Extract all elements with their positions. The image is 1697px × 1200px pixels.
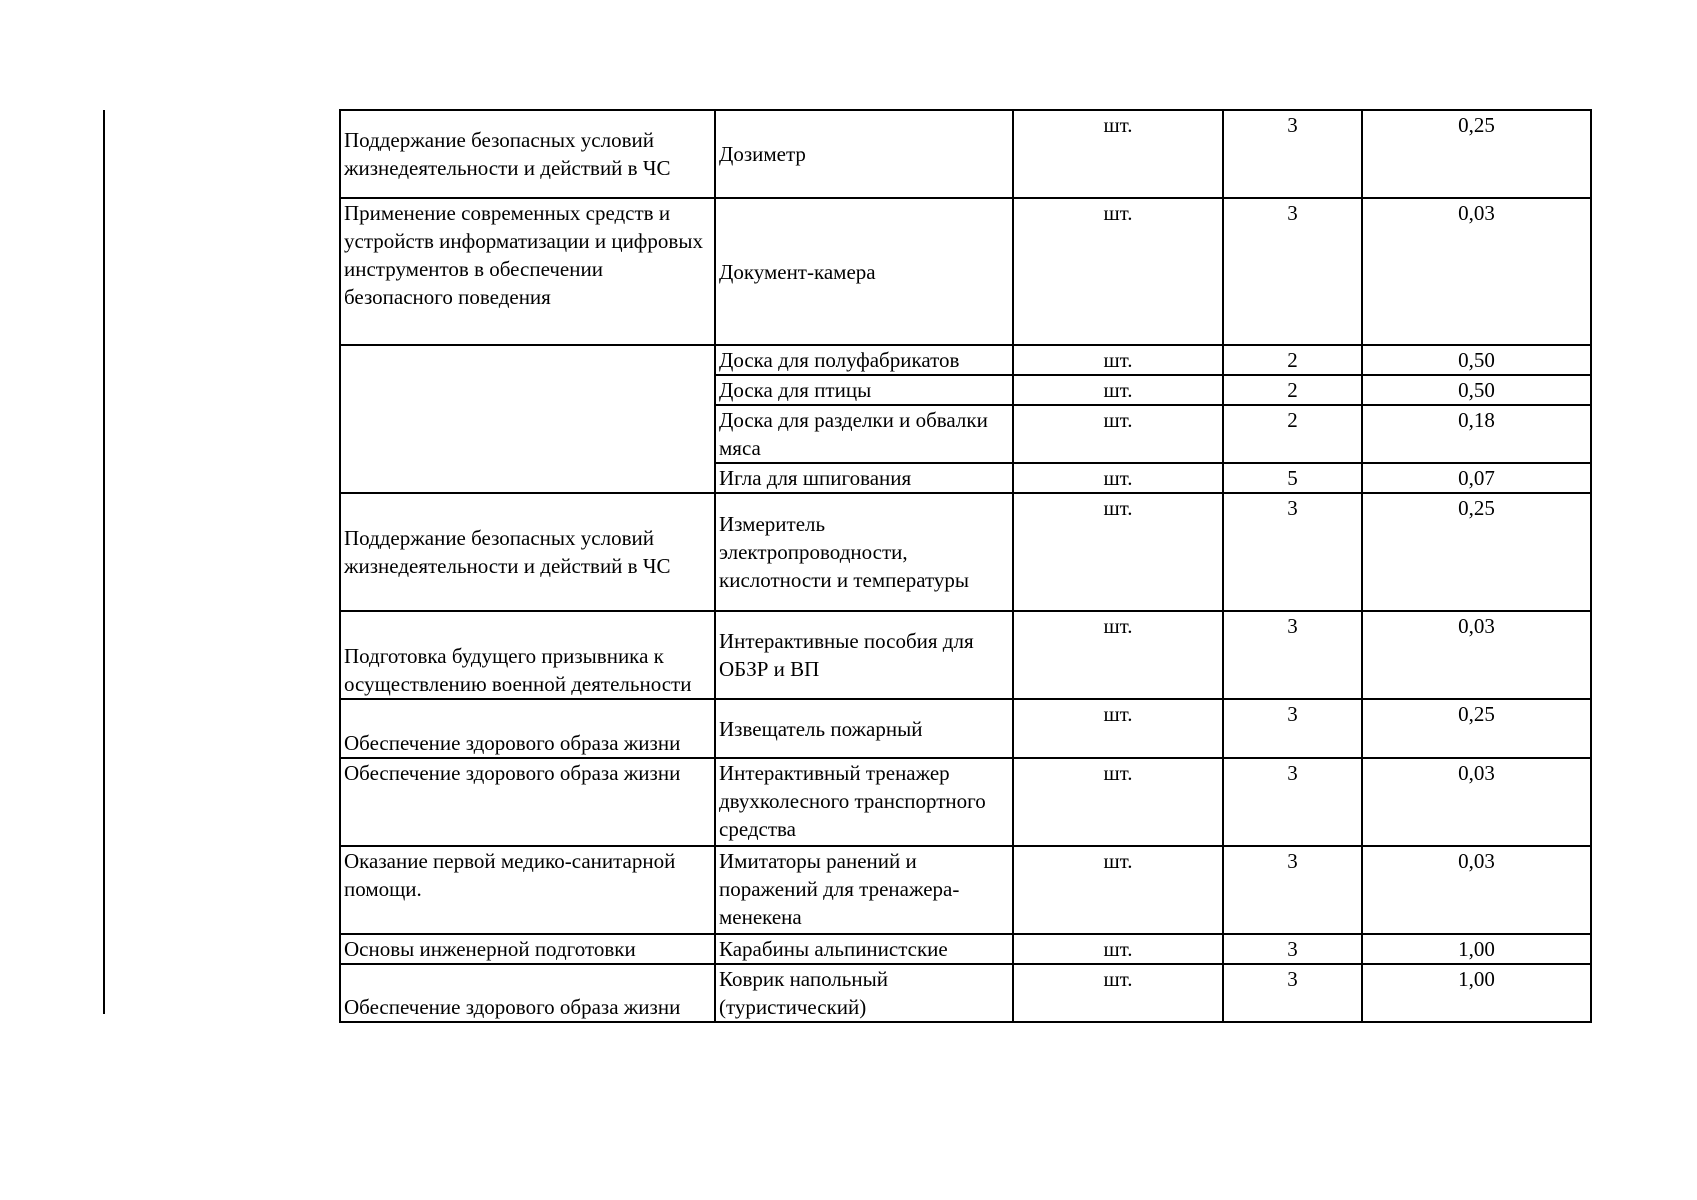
- table-cell-quantity: 3: [1223, 493, 1362, 611]
- table-cell-unit: шт.: [1013, 198, 1223, 345]
- table-cell-value: 0,07: [1362, 463, 1591, 493]
- table-cell-item-name: Карабины альпинистские: [715, 934, 1013, 964]
- table-cell-value: 0,18: [1362, 405, 1591, 463]
- table-cell-description: Обеспечение здорового образа жизни: [340, 699, 715, 758]
- table-cell-unit: шт.: [1013, 934, 1223, 964]
- table-cell-quantity: 2: [1223, 405, 1362, 463]
- table-cell-quantity: 3: [1223, 110, 1362, 198]
- equipment-table: [339, 109, 1592, 1023]
- table-row: [340, 110, 1591, 198]
- table-cell-description: Поддержание безопасных условий жизнедеятельности и действий в ЧС: [340, 110, 715, 198]
- table-cell-value: 1,00: [1362, 934, 1591, 964]
- table-cell-value: 0,25: [1362, 110, 1591, 198]
- table-cell-item-name: Доска для полуфабрикатов: [715, 345, 1013, 375]
- table-cell-unit: шт.: [1013, 699, 1223, 758]
- table-cell-value: 0,03: [1362, 611, 1591, 699]
- table-cell-description: [340, 345, 715, 493]
- table-cell-unit: шт.: [1013, 758, 1223, 846]
- table-row: [340, 699, 1591, 758]
- table-cell-value: 0,50: [1362, 345, 1591, 375]
- table-cell-description: Применение современных средств и устройств информатизации и цифровых инструментов в обеспечении безопасного поведения: [340, 198, 715, 345]
- table-cell-item-name: Документ-камера: [715, 198, 1013, 345]
- table-cell-description: Оказание первой медико-санитарной помощи.: [340, 846, 715, 934]
- table-cell-item-name: Интерактивный тренажер двухколесного транспортного средства: [715, 758, 1013, 846]
- table-cell-quantity: 2: [1223, 345, 1362, 375]
- table-cell-quantity: 3: [1223, 934, 1362, 964]
- table-row: [340, 758, 1591, 846]
- table-row: [340, 611, 1591, 699]
- table-cell-quantity: 3: [1223, 198, 1362, 345]
- table-cell-item-name: Коврик напольный (туристический): [715, 964, 1013, 1022]
- table-cell-item-name: Дозиметр: [715, 110, 1013, 198]
- table-cell-value: 1,00: [1362, 964, 1591, 1022]
- table-cell-value: 0,03: [1362, 758, 1591, 846]
- table-cell-unit: шт.: [1013, 964, 1223, 1022]
- table-cell-item-name: Игла для шпигования: [715, 463, 1013, 493]
- table-row: [340, 964, 1591, 1022]
- table-cell-unit: шт.: [1013, 846, 1223, 934]
- table-cell-value: 0,25: [1362, 699, 1591, 758]
- table-cell-description: Обеспечение здорового образа жизни: [340, 964, 715, 1022]
- table-row: [340, 198, 1591, 345]
- table-cell-unit: шт.: [1013, 463, 1223, 493]
- table-cell-unit: шт.: [1013, 493, 1223, 611]
- table-cell-item-name: Извещатель пожарный: [715, 699, 1013, 758]
- table-cell-item-name: Интерактивные пособия для ОБЗР и ВП: [715, 611, 1013, 699]
- table-cell-unit: шт.: [1013, 611, 1223, 699]
- table-cell-unit: шт.: [1013, 405, 1223, 463]
- table-cell-unit: шт.: [1013, 110, 1223, 198]
- table-row: [340, 345, 1591, 375]
- table-cell-item-name: Доска для разделки и обвалки мяса: [715, 405, 1013, 463]
- table-cell-unit: шт.: [1013, 375, 1223, 405]
- table-cell-description: Основы инженерной подготовки: [340, 934, 715, 964]
- table-cell-value: 0,25: [1362, 493, 1591, 611]
- table-cell-value: 0,03: [1362, 198, 1591, 345]
- table-cell-quantity: 5: [1223, 463, 1362, 493]
- table-cell-value: 0,03: [1362, 846, 1591, 934]
- table-row: [340, 493, 1591, 611]
- table-cell-quantity: 3: [1223, 846, 1362, 934]
- table-cell-item-name: Доска для птицы: [715, 375, 1013, 405]
- page-margin-rule: [103, 110, 105, 1014]
- table-cell-item-name: Измеритель электропроводности, кислотности и температуры: [715, 493, 1013, 611]
- table-row: [340, 934, 1591, 964]
- table-cell-item-name: Имитаторы ранений и поражений для тренажера-менекена: [715, 846, 1013, 934]
- table-cell-description: Обеспечение здорового образа жизни: [340, 758, 715, 846]
- table-cell-description: Поддержание безопасных условий жизнедеятельности и действий в ЧС: [340, 493, 715, 611]
- table-cell-description: Подготовка будущего призывника к осуществлению военной деятельности: [340, 611, 715, 699]
- table-cell-quantity: 3: [1223, 611, 1362, 699]
- table-cell-quantity: 2: [1223, 375, 1362, 405]
- table-cell-quantity: 3: [1223, 964, 1362, 1022]
- table-cell-value: 0,50: [1362, 375, 1591, 405]
- table-cell-quantity: 3: [1223, 758, 1362, 846]
- table-cell-unit: шт.: [1013, 345, 1223, 375]
- table-row: [340, 846, 1591, 934]
- table-cell-quantity: 3: [1223, 699, 1362, 758]
